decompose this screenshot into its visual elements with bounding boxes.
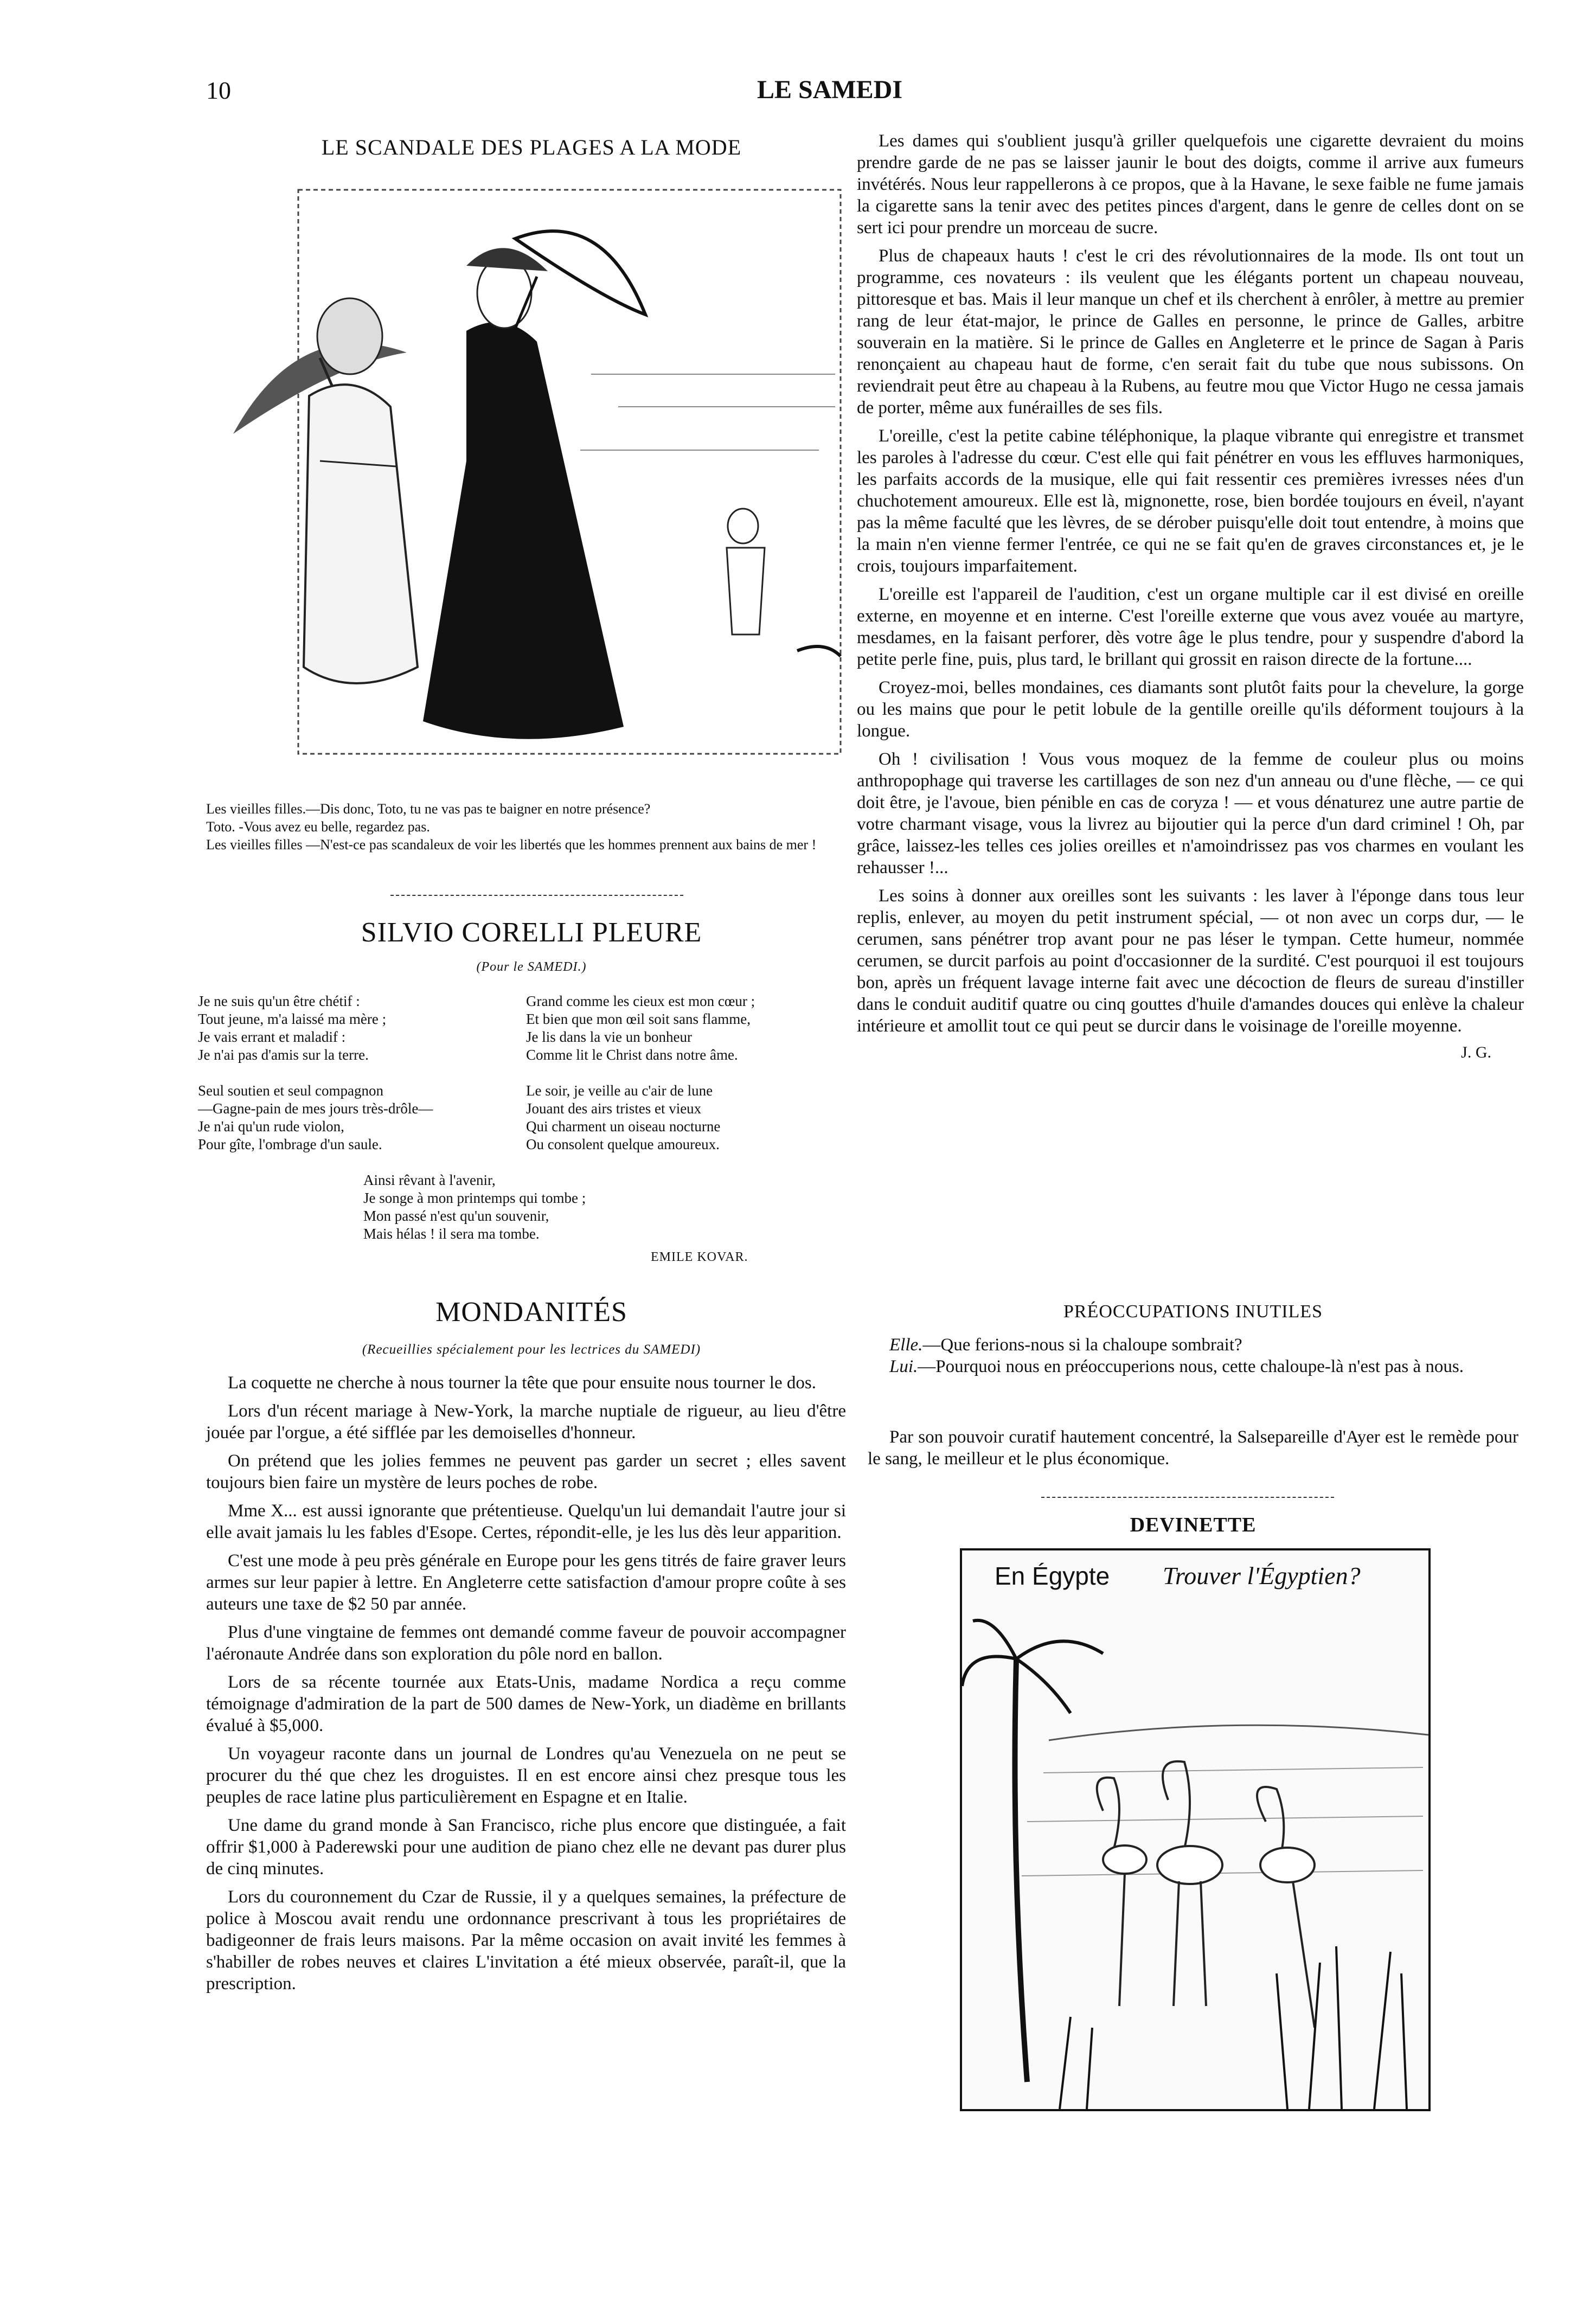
scandale-caption [206, 800, 851, 854]
preoccupations-dialogue [868, 1334, 1518, 1377]
ayer-advertisement: Par son pouvoir curatif hautement concentré, la Salsepareille d'Ayer est le remède pour le sang, le meilleur et le plus économique. [868, 1427, 1518, 1469]
mondanites-paragraph: C'est une mode à peu près générale en Europe pour les gens titrés de faire graver leurs armes sur leur papier à lettre. En Angleterre cette satisfaction d'amour propre coûte à ses auteurs une taxe de $2 50 par année. [206, 1551, 846, 1614]
mondanites-paragraph: Mme X... est aussi ignorante que prétentieuse. Quelqu'un lui demandait l'autre jour si elle avait jamais lu les fables d'Esope. Certes, répondit-elle, je les lus dès leur apparition. [206, 1501, 846, 1542]
article-paragraph: Les soins à donner aux oreilles sont les suivants : les laver à l'éponge dans tous leur replis, enlever, au moyen du petit instrument spécial, — ot non avec un corps dur, — le cerumen, sans pénétrer trop avant pour ne pas léser le tympan. Cette humeur, nommée cerumen, se durcit parfois au point d'occasionner de la surdité. C'est pourquoi il est toujours bon, après un fréquent lavage interne fait avec une décoction de fleurs de sureau d'instiller dans le conduit auditif quatre ou cinq gouttes d'huile d'amandes douces qui enlève la chaleur intérieure et amollit tout ce qui peut se durcir dans le voisinage de l'oreille moyenne. [857, 886, 1524, 1036]
dialogue-line [868, 1356, 1518, 1377]
mondanites-paragraph: Lors de sa récente tournée aux Etats-Unis, madame Nordica a reçu comme témoignage d'admiration de la part de 500 dames de New-York, un diadème en brillants évalué à $5,000. [206, 1672, 846, 1735]
divider [1041, 1497, 1334, 1498]
dialogue-line [868, 1334, 1518, 1356]
mondanites-paragraph: On prétend que les jolies femmes ne peuvent pas garder un secret ; elles savent toujours bien faire un mystère de leurs poches de robe. [206, 1451, 846, 1492]
poem-stanza-1-right: Grand comme les cieux est mon cœur ; Et bien que mon œil soit sans flamme, Je lis dans la vie un bonheur Comme lit le Christ dans notre âme. [526, 993, 755, 1063]
mondanites-paragraph: Lors d'un récent mariage à New-York, la marche nuptiale de rigueur, au lieu d'être jouée par l'orgue, a été sifflée par les demoiselles d'honneur. [206, 1401, 846, 1443]
mondanites-paragraph: La coquette ne cherche à nous tourner la tête que pour ensuite nous tourner le dos. [228, 1373, 816, 1393]
mondanites-paragraph: Plus d'une vingtaine de femmes ont demandé comme faveur de pouvoir accompagner l'aéronaute Andrée dans son exploration du pôle nord en ballon. [206, 1623, 846, 1664]
beach-scene-drawing [211, 179, 846, 781]
mondanites-paragraph: Une dame du grand monde à San Francisco, riche plus encore que distinguée, a fait offrir $1,000 à Paderewski pour une audition de piano chez elle ne devant pas durer plus de cinq minutes. [206, 1816, 846, 1879]
mondanites-title: MONDANITÉS [435, 1297, 627, 1328]
article-paragraph: L'oreille, c'est la petite cabine téléphonique, la plaque vibrante qui enregistre et transmet les paroles à l'adresse du cœur. C'est elle qui fait pénétrer en vous les effluves harmoniques, les parfaits accords de la musique, elle qui fait ressentir ces premières ivresses nées d'un chuchotement amoureux. Elle est là, mignonette, rose, bien bordée toujours en éveil, n'ayant pas la même faculté que les lèvres, de se dérober puisqu'elle doit tout entendre, à moins que la main n'en vienne fermer l'entrée, ce qui ne se fait qu'en de graves circonstances et, je le crois, toujours imparfaitement. [857, 426, 1524, 576]
poem-stanza-3: Ainsi rêvant à l'avenir, Je songe à mon printemps qui tombe ; Mon passé n'est qu'un souvenir, Mais hélas ! il sera ma tombe. [363, 1172, 586, 1242]
devinette-puzzle-image [960, 1548, 1431, 2111]
mondanites-body [206, 1372, 846, 2001]
speaker-lui: Lui. [889, 1357, 918, 1376]
flamingo-scene-drawing [962, 1594, 1428, 2109]
masthead-title: LE SAMEDI [757, 75, 903, 104]
article-paragraph: Plus de chapeaux hauts ! c'est le cri des révolutionnaires de la mode. Ils ont tout un programme, ces novateurs : ils veulent que les élégants portent un chapeau nouveau, pittoresque et bas. Mais il leur manque un chef et ils cherchent à enrôler, à mettre au premier rang de leur état-major, le prince de Galles en personne, le prince de Galles, arbitre souverain en la matière. Si le prince de Galles en Angleterre et le prince de Sagan à Paris renonçaient au chapeau haut de forme, c'en serait fait du tube que nous subissons. On reviendrait peut être au chapeau à la Rubens, au feutre mou que Victor Hugo ne cessa jamais de porter, même aux funérailles de ses fils. [857, 246, 1524, 418]
dialogue-text: —Pourquoi nous en préoccuperions nous, cette chaloupe-là n'est pas à nous. [918, 1357, 1464, 1376]
dialogue-text: —Que ferions-nous si la chaloupe sombrait? [922, 1335, 1242, 1355]
devinette-title: DEVINETTE [1130, 1514, 1257, 1536]
caption-line-2: Toto. -Vous avez eu belle, regardez pas. [206, 819, 430, 835]
poem-title: SILVIO CORELLI PLEURE [361, 917, 702, 948]
scandale-illustration [211, 179, 846, 781]
article-paragraph: Oh ! civilisation ! Vous vous moquez de la femme de couleur plus ou moins anthropophage qui traverse les cartillages de son nez d'un anneau ou d'une flèche, — ce qui doit être, je l'avoue, bien pénible en cas de coryza ! — et vous dénaturez une autre partie de votre charmant visage, vous la livrez au bijoutier qui la perce d'un dard criminel ! Oh, par grâce, laissez-les telles ces jolies oreilles et n'amoindrissez pas vos charmes en voulant les rehausser !... [857, 749, 1524, 877]
page-number: 10 [206, 76, 231, 104]
mondanites-subtitle: (Recueillies spécialement pour les lectrices du SAMEDI) [362, 1342, 701, 1357]
poem-stanza-2-left: Seul soutien et seul compagnon —Gagne-pain de mes jours très-drôle— Je n'ai qu'un rude violon, Pour gîte, l'ombrage d'un saule. [198, 1082, 433, 1152]
mondanites-paragraph: Un voyageur raconte dans un journal de Londres qu'au Venezuela on ne peut se procurer du thé que chez les droguistes. Il en est encore ainsi chez presque tous les peuples de race latine plus particulièrement en Espagne et en Italie. [206, 1744, 846, 1807]
divider [390, 895, 683, 896]
poem-stanza-1-left: Je ne suis qu'un être chétif : Tout jeune, m'a laissé ma mère ; Je vais errant et maladif : Je n'ai pas d'amis sur la terre. [198, 993, 387, 1063]
article-paragraph: Croyez-moi, belles mondaines, ces diamants sont plutôt faits pour la chevelure, la gorge ou les mains que pour le petit lobule de la gentille oreille qu'ils déforment toujours à la longue. [857, 678, 1524, 741]
caption-line-1: Les vieilles filles.—Dis donc, Toto, tu ne vas pas te baigner en notre présence? [206, 801, 651, 817]
preoccupations-title: PRÉOCCUPATIONS INUTILES [1063, 1302, 1323, 1322]
article-paragraph: Les dames qui s'oublient jusqu'à griller quelquefois une cigarette devraient du moins prendre garde de ne pas se laisser jaunir le bout des doigts, comme il arrive aux fumeurs invétérés. Nous leur rappellerons à ce propos, que à la Havane, le sexe faible ne fume jamais la cigarette sans la tenir avec des petites pinces d'argent, dans le genre de celles dont on se sert ici pour prendre un morceau de sucre. [857, 131, 1524, 238]
mondanites-paragraph: Lors du couronnement du Czar de Russie, il y a quelques semaines, la préfecture de police à Moscou avait rendu une ordonnance prescrivant à tous les propriétaires de badigeonner de frais leurs maisons. Par la même occasion on avait invité les femmes à s'habiller de robes neuves et claires L'invitation a été mieux observée, paraît-il, que la prescription. [206, 1887, 846, 1994]
article-paragraph: L'oreille est l'appareil de l'audition, c'est un organe multiple car il est divisé en oreille externe, en moyenne et en interne. C'est l'oreille externe que vous avez vouée au martyre, mesdames, en la faisant perforer, dès votre âge le plus tendre, pour y suspendre d'abord la petite perle fine, puis, plus tard, le brillant qui grossit en raison directe de la fortune.... [857, 585, 1524, 669]
puzzle-caption-left: En Égypte [995, 1562, 1110, 1590]
poem-subtitle: (Pour le SAMEDI.) [476, 960, 587, 974]
right-column-body [857, 130, 1524, 1062]
puzzle-caption-right: Trouver l'Égyptien? [1163, 1562, 1361, 1590]
poem-author: EMILE KOVAR. [651, 1250, 748, 1264]
article-signature: J. G. [1461, 1043, 1491, 1061]
caption-line-3: Les vieilles filles —N'est-ce pas scandaleux de voir les libertés que les hommes prennent aux bains de mer ! [206, 837, 817, 853]
poem-stanza-2-right: Le soir, je veille au c'air de lune Jouant des airs tristes et vieux Qui charment un oiseau nocturne Ou consolent quelque amoureux. [526, 1082, 721, 1152]
speaker-elle: Elle. [889, 1335, 923, 1355]
scandale-title: LE SCANDALE DES PLAGES A LA MODE [321, 135, 742, 159]
